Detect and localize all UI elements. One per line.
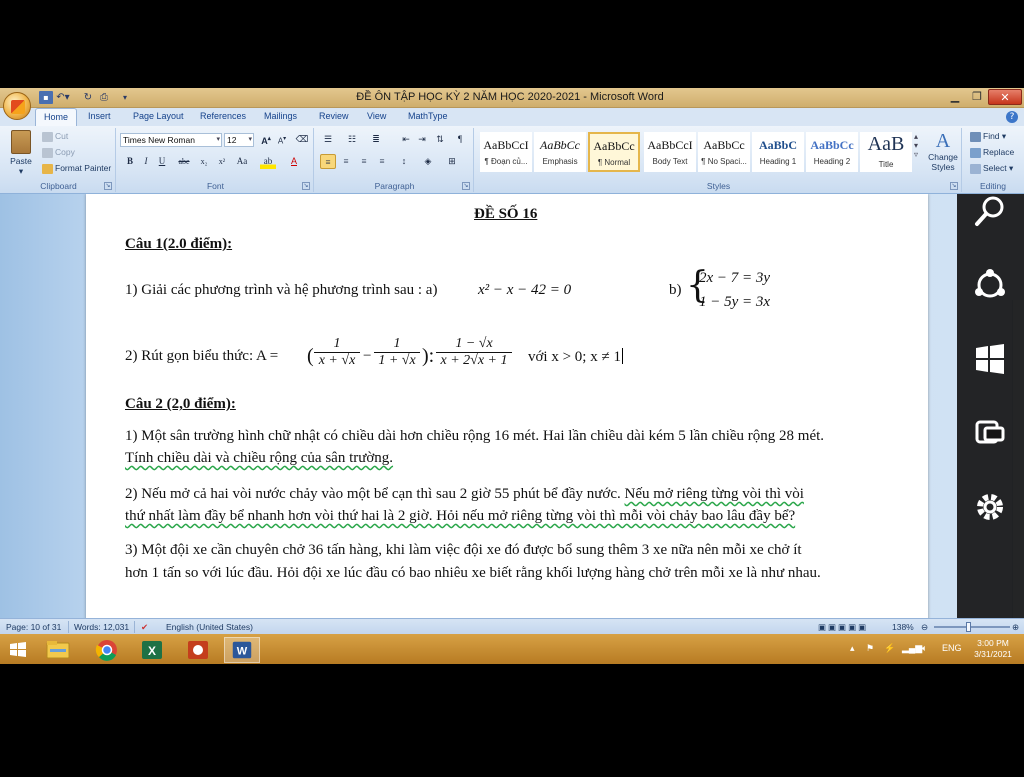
bold-button[interactable]: B bbox=[126, 156, 133, 166]
minimize-button[interactable]: ▁ bbox=[950, 90, 960, 103]
numbering-icon[interactable]: ☷ bbox=[347, 134, 357, 144]
change-case-button[interactable]: Aa bbox=[236, 156, 248, 166]
screen bbox=[0, 88, 1024, 664]
word-icon[interactable] bbox=[224, 637, 260, 663]
copy-icon bbox=[42, 148, 53, 158]
paragraph-launcher-icon[interactable]: ↘ bbox=[463, 182, 469, 189]
font-launcher-icon[interactable]: ↘ bbox=[303, 182, 309, 189]
chevron-down-icon: ▾ bbox=[248, 136, 252, 143]
system-brace: { bbox=[686, 265, 709, 306]
scissors-icon bbox=[42, 132, 53, 142]
minus-sign: − bbox=[363, 348, 372, 364]
shading-icon[interactable]: ◈ bbox=[424, 156, 432, 166]
style-doan-cu[interactable]: AaBbCcI ¶ Đoạn củ... bbox=[480, 132, 532, 172]
superscript-button[interactable]: x² bbox=[218, 157, 226, 166]
increase-indent-icon[interactable]: ⇥ bbox=[418, 134, 426, 144]
exam-heading: ĐỀ SỐ 16 bbox=[474, 206, 538, 222]
system-equation-1: 2x − 7 = 3y bbox=[699, 270, 771, 286]
zoom-slider[interactable] bbox=[934, 626, 1010, 628]
align-center-icon[interactable]: ≡ bbox=[343, 156, 349, 166]
line-spacing-icon[interactable]: ↕ bbox=[401, 156, 407, 166]
chrome-icon[interactable] bbox=[89, 637, 125, 663]
tab-mailings[interactable]: Mailings bbox=[264, 111, 298, 121]
paragraph-label: Paragraph bbox=[374, 181, 415, 191]
underline-button[interactable]: U bbox=[158, 156, 166, 166]
align-right-icon[interactable]: ≡ bbox=[361, 156, 367, 166]
file-explorer-icon[interactable] bbox=[40, 637, 76, 663]
decrease-indent-icon[interactable]: ⇤ bbox=[402, 134, 410, 144]
volume-icon[interactable]: 🔈︎ bbox=[922, 643, 928, 653]
ribbon bbox=[0, 126, 1024, 194]
status-bar bbox=[0, 618, 1024, 634]
maximize-button[interactable]: ❐ bbox=[972, 90, 982, 103]
editing-label: Editing bbox=[980, 181, 1006, 191]
styles-scroll-icon[interactable]: ▴ ▾ ▿ bbox=[914, 132, 919, 159]
q2-part3-line1: 3) Một đội xe cần chuyên chở 36 tấn hàng, khi làm việc đội xe đó được bổ sung thêm 3 xe nữa nên mỗi xe chở ít bbox=[125, 542, 802, 558]
clipboard-label: Clipboard bbox=[40, 181, 77, 191]
undo-icon[interactable]: ↶▾ bbox=[56, 92, 70, 103]
office-button[interactable] bbox=[3, 92, 31, 120]
office-logo-icon bbox=[11, 100, 25, 114]
open-paren: ( bbox=[307, 345, 314, 367]
select-button[interactable]: Select ▾ bbox=[970, 163, 1013, 174]
share-icon[interactable] bbox=[973, 268, 1007, 302]
replace-button[interactable]: Replace bbox=[970, 147, 1014, 158]
clipboard-launcher-icon[interactable]: ↘ bbox=[105, 182, 111, 189]
copy-button[interactable]: Copy bbox=[42, 147, 75, 158]
borders-icon[interactable]: ⊞ bbox=[448, 156, 456, 166]
svg-text:W: W bbox=[236, 645, 248, 658]
view-buttons-icon[interactable]: ▣▣▣▣▣ bbox=[818, 622, 869, 632]
fraction-1: $\frac{1}{x + √x}$ bbox=[314, 336, 360, 369]
search-icon[interactable] bbox=[973, 194, 1007, 228]
font-label: Font bbox=[206, 181, 224, 191]
italic-button[interactable]: I bbox=[144, 156, 148, 166]
windows-start-icon[interactable] bbox=[4, 637, 32, 663]
highlight-icon[interactable]: ab bbox=[260, 154, 276, 169]
font-size-combo[interactable]: 12 ▾ bbox=[224, 133, 254, 147]
q1-part1-text: 1) Giải các phương trình và hệ phương trình sau : a) bbox=[125, 282, 438, 298]
redo-icon[interactable]: ↻ bbox=[83, 92, 93, 103]
editing-group bbox=[964, 128, 1022, 192]
q2-part2-line2: thứ nhất làm đầy bể nhanh hơn vòi thứ hai là 2 giờ. Hỏi nếu mở riêng từng vòi thì mỗi vòi chảy bao lâu đầy bể? bbox=[125, 508, 796, 524]
charms-bar bbox=[957, 194, 1024, 618]
q2-part1-line2: Tính chiều dài và chiều rộng của sân trường. bbox=[125, 450, 394, 466]
cursor-icon bbox=[970, 164, 981, 174]
excel-icon[interactable] bbox=[134, 637, 170, 663]
taskbar bbox=[0, 634, 1024, 664]
zoom-level[interactable]: 138% bbox=[892, 622, 914, 632]
tab-mathtype[interactable]: MathType bbox=[408, 111, 448, 121]
customize-qat-icon[interactable]: ▾ bbox=[122, 93, 127, 102]
style-emphasis[interactable]: AaBbCc Emphasis bbox=[534, 132, 586, 172]
sort-icon[interactable]: ⇅ bbox=[436, 134, 444, 144]
format-painter-button[interactable]: Format Painter bbox=[42, 163, 111, 174]
devices-icon[interactable] bbox=[973, 416, 1007, 450]
close-paren: ): bbox=[422, 345, 435, 367]
zoom-slider-thumb[interactable] bbox=[966, 622, 971, 632]
tab-home[interactable]: Home bbox=[35, 108, 77, 127]
power-icon[interactable]: ⚡ bbox=[884, 643, 896, 653]
powerpoint-icon[interactable] bbox=[180, 637, 216, 663]
start-icon[interactable] bbox=[973, 342, 1007, 376]
tab-review[interactable]: Review bbox=[319, 111, 349, 121]
binoculars-icon bbox=[970, 132, 981, 142]
paragraph-group bbox=[316, 128, 474, 192]
change-styles-icon: A bbox=[935, 130, 951, 152]
help-icon[interactable]: ? bbox=[1006, 111, 1018, 123]
justify-icon[interactable]: ≡ bbox=[379, 156, 385, 166]
subscript-button[interactable]: x₂ bbox=[200, 157, 208, 166]
q1-condition: với x > 0; x ≠ 1 bbox=[528, 349, 621, 365]
print-preview-icon[interactable]: ⎙ bbox=[100, 92, 108, 103]
find-button[interactable]: Find ▾ bbox=[970, 131, 1006, 142]
tray-expand-icon[interactable]: ▴ bbox=[850, 643, 855, 653]
page-count[interactable]: Page: 10 of 31 bbox=[6, 622, 62, 632]
q1-equation-a: x² − x − 42 = 0 bbox=[478, 282, 572, 298]
window-title: ĐỀ ÔN TẬP HỌC KỲ 2 NĂM HỌC 2020-2021 - Microsoft Word bbox=[356, 91, 664, 103]
fraction-3: $\frac{1 - √x}{x + 2√x + 1}$ bbox=[436, 336, 512, 369]
tab-insert[interactable]: Insert bbox=[88, 111, 111, 121]
bullets-icon[interactable]: ☰ bbox=[323, 134, 333, 144]
font-color-icon[interactable]: A bbox=[290, 156, 297, 166]
taskbar-clock[interactable]: 3:00 PM 3/31/2021 bbox=[974, 638, 1012, 659]
svg-text:X: X bbox=[147, 644, 157, 658]
language-indicator[interactable]: English (United States) bbox=[166, 622, 253, 632]
replace-icon bbox=[970, 148, 981, 158]
style-heading-2[interactable]: AaBbCc Heading 2 bbox=[806, 132, 858, 172]
font-name-combo[interactable]: Times New Roman ▾ bbox=[120, 133, 222, 147]
style-body-text[interactable]: AaBbCcI Body Text bbox=[644, 132, 696, 172]
text-caret bbox=[622, 348, 623, 364]
action-center-icon[interactable]: ⚑ bbox=[866, 643, 875, 653]
document-page[interactable] bbox=[86, 194, 928, 618]
style-normal[interactable]: AaBbCc ¶ Normal bbox=[588, 132, 640, 172]
tab-view[interactable]: View bbox=[367, 111, 387, 121]
font-group bbox=[118, 128, 314, 192]
system-equation-2: 1 − 5y = 3x bbox=[699, 294, 771, 310]
cut-button[interactable]: Cut bbox=[42, 131, 68, 142]
q1-label-b: b) bbox=[669, 282, 682, 298]
q2-part3-line2: hơn 1 tấn so với lúc đầu. Hỏi đội xe lúc đầu có bao nhiêu xe biết rằng khối lượng hàng chở trên mỗi xe là như nhau. bbox=[125, 565, 821, 581]
align-left-icon[interactable]: ≡ bbox=[320, 154, 336, 169]
q1-part2-text: 2) Rút gọn biểu thức: A = bbox=[125, 348, 279, 364]
settings-icon[interactable] bbox=[973, 490, 1007, 524]
multilevel-list-icon[interactable]: ≣ bbox=[372, 134, 380, 144]
zoom-in-icon[interactable]: ⊕ bbox=[1012, 622, 1020, 632]
proofing-icon[interactable]: ✔ bbox=[141, 622, 149, 632]
title-bar bbox=[0, 88, 1024, 108]
style-heading-1[interactable]: AaBbC Heading 1 bbox=[752, 132, 804, 172]
clear-format-icon[interactable]: ⌫ bbox=[295, 134, 309, 144]
paste-icon bbox=[11, 130, 31, 154]
input-language[interactable]: ENG bbox=[942, 643, 962, 653]
clipboard-group bbox=[2, 128, 116, 192]
shrink-font-button[interactable]: A▾ bbox=[277, 136, 287, 146]
brush-icon bbox=[42, 164, 53, 174]
strikethrough-button[interactable]: abe bbox=[178, 157, 190, 166]
tab-page-layout[interactable]: Page Layout bbox=[133, 111, 184, 121]
ribbon-tabs bbox=[0, 108, 1024, 126]
style-title[interactable]: AaB Title bbox=[860, 132, 912, 172]
style-no-spacing[interactable]: AaBbCc ¶ No Spaci... bbox=[698, 132, 750, 172]
grow-font-button[interactable]: A▴ bbox=[261, 136, 271, 146]
question-1-title: Câu 1(2.0 điểm): bbox=[125, 236, 233, 252]
styles-label: Styles bbox=[706, 181, 731, 191]
question-2-title: Câu 2 (2,0 điểm): bbox=[125, 396, 236, 412]
styles-launcher-icon[interactable]: ↘ bbox=[951, 182, 957, 189]
change-styles-button[interactable]: A Change Styles bbox=[926, 130, 960, 172]
fraction-2: $\frac{1}{1 + √x}$ bbox=[374, 336, 420, 369]
paste-button[interactable]: Paste ▾ bbox=[8, 130, 34, 174]
document-area[interactable] bbox=[0, 194, 1024, 618]
word-count[interactable]: Words: 12,031 bbox=[74, 622, 130, 632]
show-marks-icon[interactable]: ¶ bbox=[457, 134, 463, 144]
q2-part1-line1: 1) Một sân trường hình chữ nhật có chiều dài hơn chiều rộng 16 mét. Hai lần chiều dài kém 5 lần chiều rộng 28 mét. bbox=[125, 428, 825, 444]
chevron-down-icon: ▾ bbox=[216, 136, 220, 143]
styles-group bbox=[476, 128, 962, 192]
zoom-out-icon[interactable]: ⊖ bbox=[921, 622, 929, 632]
close-button[interactable]: ✕ bbox=[988, 89, 1022, 105]
save-icon[interactable]: ▪ bbox=[39, 91, 53, 104]
tab-references[interactable]: References bbox=[200, 111, 247, 121]
network-icon[interactable]: ▂▄▆ bbox=[902, 643, 923, 653]
q2-part2-line1: 2) Nếu mở cả hai vòi nước chảy vào một bể cạn thì sau 2 giờ 55 phút bể đầy nước. Nếu mở riêng từng vòi thì vòi bbox=[125, 486, 804, 502]
